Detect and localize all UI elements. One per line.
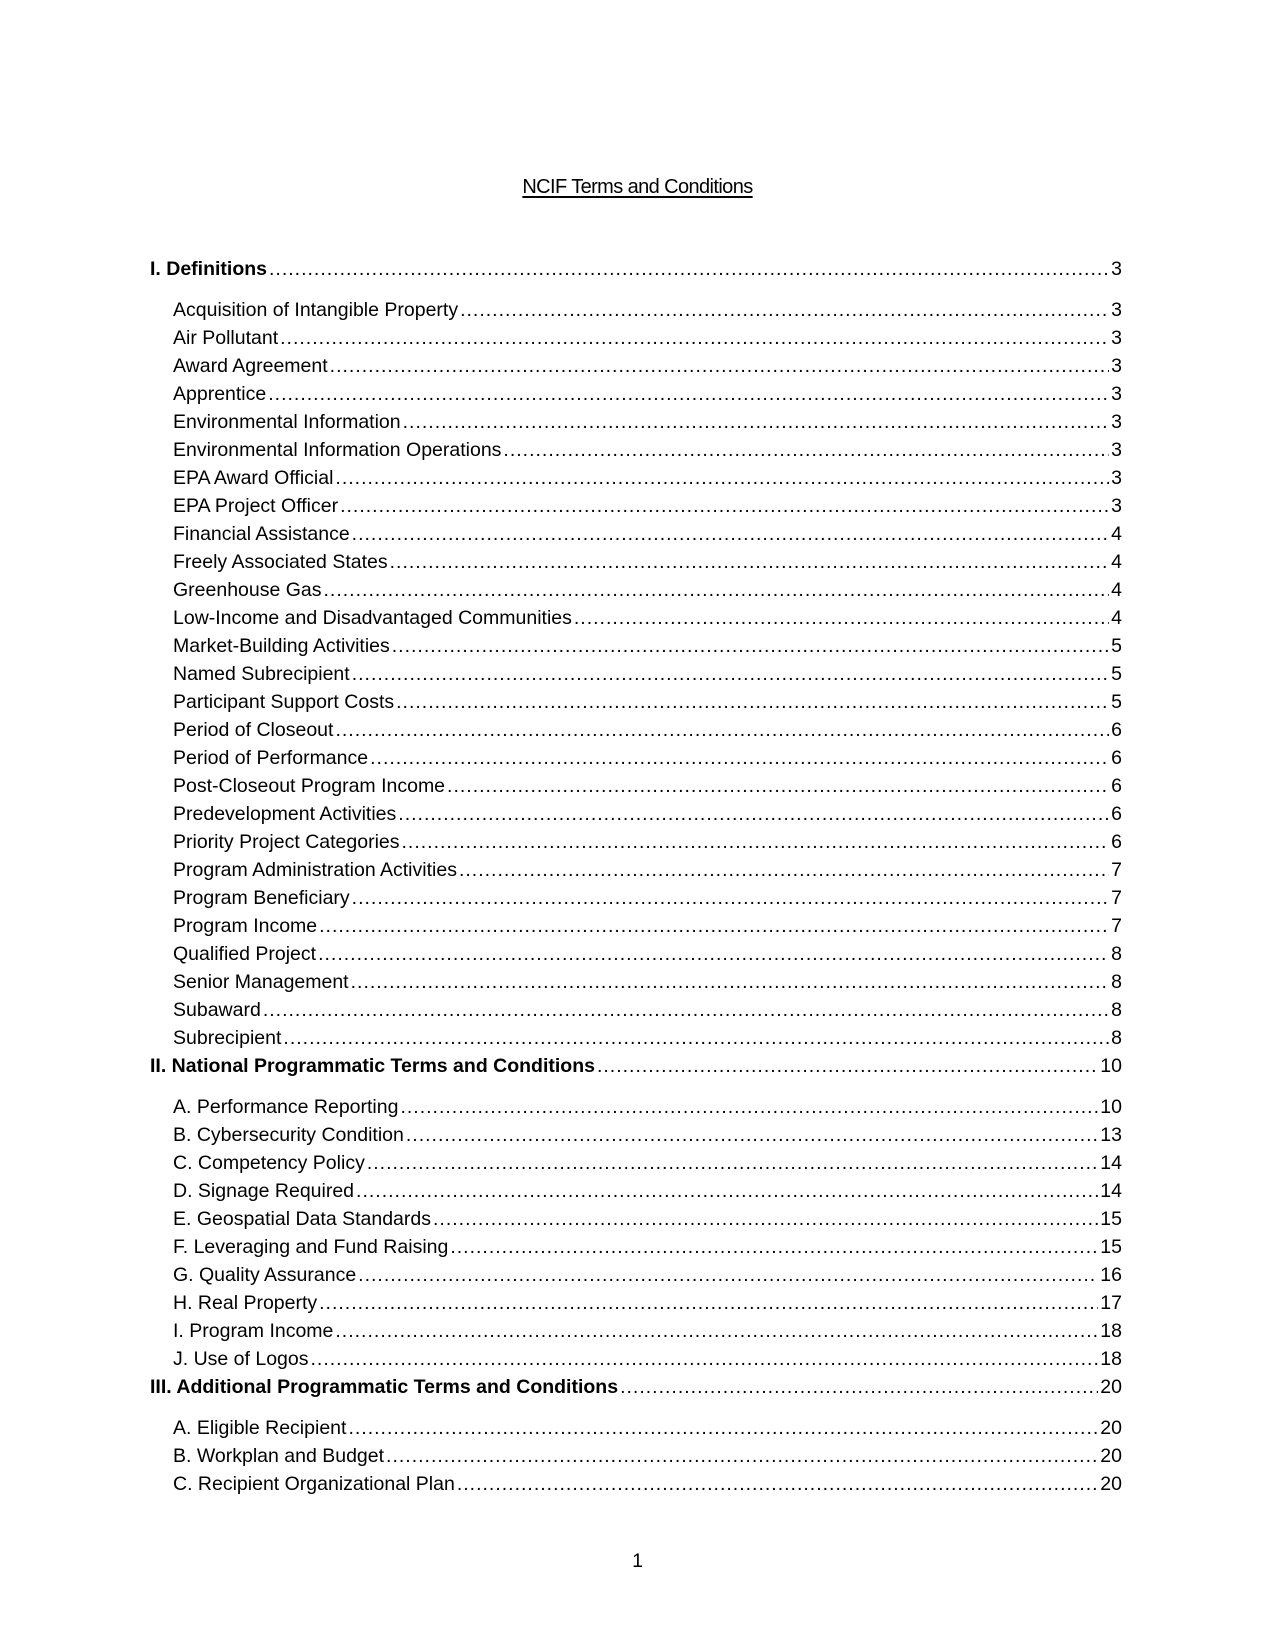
toc-leader-dots xyxy=(358,1264,1098,1287)
toc-item-page: 3 xyxy=(1111,439,1122,461)
toc-item-label: Greenhouse Gas xyxy=(173,579,322,601)
toc-leader-dots xyxy=(370,747,1109,770)
toc-item-entry[interactable] xyxy=(150,411,1122,439)
toc-item-entry[interactable] xyxy=(150,691,1122,719)
toc-section-page: 10 xyxy=(1100,1055,1122,1077)
toc-item-label: Period of Performance xyxy=(173,747,369,769)
toc-item-page: 6 xyxy=(1111,803,1122,825)
toc-section-label: III. Additional Programmatic Terms and Conditions xyxy=(150,1376,619,1398)
toc-item-entry[interactable] xyxy=(150,887,1122,915)
table-of-contents xyxy=(150,258,1122,1501)
toc-item-label: Environmental Information Operations xyxy=(173,439,502,461)
toc-item-label: Financial Assistance xyxy=(173,523,350,545)
toc-item-label: Market-Building Activities xyxy=(173,635,390,657)
toc-item-label: F. Leveraging and Fund Raising xyxy=(173,1236,449,1258)
toc-item-page: 4 xyxy=(1111,607,1122,629)
toc-item-page: 6 xyxy=(1111,747,1122,769)
toc-leader-dots xyxy=(433,1208,1098,1231)
toc-item-label: C. Recipient Organizational Plan xyxy=(173,1473,455,1495)
toc-item-entry[interactable] xyxy=(150,1264,1122,1292)
toc-item-entry[interactable] xyxy=(150,607,1122,635)
toc-leader-dots xyxy=(280,327,1109,350)
toc-leader-dots xyxy=(403,411,1110,434)
toc-item-page: 3 xyxy=(1111,467,1122,489)
toc-item-entry[interactable] xyxy=(150,299,1122,327)
toc-item-label: Low-Income and Disadvantaged Communities xyxy=(173,607,572,629)
toc-leader-dots xyxy=(620,1376,1098,1399)
toc-item-entry[interactable] xyxy=(150,803,1122,831)
toc-item-entry[interactable] xyxy=(150,1348,1122,1376)
toc-leader-dots xyxy=(268,383,1109,406)
toc-leader-dots xyxy=(283,1027,1109,1050)
toc-item-page: 20 xyxy=(1100,1417,1122,1439)
toc-item-label: Apprentice xyxy=(173,383,267,405)
toc-item-page: 3 xyxy=(1111,327,1122,349)
toc-item-entry[interactable] xyxy=(150,579,1122,607)
toc-item-page: 14 xyxy=(1100,1152,1122,1174)
toc-item-label: D. Signage Required xyxy=(173,1180,355,1202)
toc-item-entry[interactable] xyxy=(150,775,1122,803)
toc-item-page: 8 xyxy=(1111,971,1122,993)
toc-item-page: 7 xyxy=(1111,859,1122,881)
toc-section-label: II. National Programmatic Terms and Conditions xyxy=(150,1055,595,1077)
toc-item-page: 5 xyxy=(1111,635,1122,657)
toc-item-label: Award Agreement xyxy=(173,355,328,377)
toc-item-label: Predevelopment Activities xyxy=(173,803,397,825)
toc-leader-dots xyxy=(386,1445,1098,1468)
toc-item-entry[interactable] xyxy=(150,719,1122,747)
toc-item-entry[interactable] xyxy=(150,495,1122,523)
toc-item-entry[interactable] xyxy=(150,747,1122,775)
toc-item-entry[interactable] xyxy=(150,663,1122,691)
toc-leader-dots xyxy=(330,355,1109,378)
toc-item-label: C. Competency Policy xyxy=(173,1152,365,1174)
toc-item-page: 4 xyxy=(1111,579,1122,601)
toc-item-page: 10 xyxy=(1100,1096,1122,1118)
toc-leader-dots xyxy=(400,1096,1098,1119)
toc-item-label: Named Subrecipient xyxy=(173,663,350,685)
toc-item-page: 6 xyxy=(1111,831,1122,853)
toc-item-page: 8 xyxy=(1111,943,1122,965)
toc-item-page: 18 xyxy=(1100,1320,1122,1342)
toc-item-page: 17 xyxy=(1100,1292,1122,1314)
toc-item-page: 5 xyxy=(1111,691,1122,713)
toc-item-page: 7 xyxy=(1111,915,1122,937)
toc-leader-dots xyxy=(335,719,1109,742)
toc-section-label: I. Definitions xyxy=(150,258,267,280)
toc-item-entry[interactable] xyxy=(150,999,1122,1027)
toc-item-entry[interactable] xyxy=(150,1445,1122,1473)
toc-section-entry[interactable] xyxy=(150,1376,1122,1404)
toc-leader-dots xyxy=(356,1180,1098,1203)
toc-item-label: Senior Management xyxy=(173,971,349,993)
toc-item-entry[interactable] xyxy=(150,1180,1122,1208)
toc-item-page: 8 xyxy=(1111,1027,1122,1049)
toc-item-entry[interactable] xyxy=(150,551,1122,579)
toc-item-entry[interactable] xyxy=(150,943,1122,971)
toc-item-label: Participant Support Costs xyxy=(173,691,395,713)
toc-item-label: Subrecipient xyxy=(173,1027,282,1049)
toc-leader-dots xyxy=(460,299,1109,322)
toc-leader-dots xyxy=(335,1320,1098,1343)
toc-item-page: 16 xyxy=(1100,1264,1122,1286)
toc-item-page: 3 xyxy=(1111,355,1122,377)
toc-item-label: B. Cybersecurity Condition xyxy=(173,1124,404,1146)
toc-item-page: 6 xyxy=(1111,719,1122,741)
toc-item-page: 3 xyxy=(1111,299,1122,321)
toc-leader-dots xyxy=(447,775,1109,798)
toc-item-page: 18 xyxy=(1100,1348,1122,1370)
toc-leader-dots xyxy=(503,439,1109,462)
toc-item-page: 6 xyxy=(1111,775,1122,797)
toc-leader-dots xyxy=(319,915,1109,938)
toc-leader-dots xyxy=(318,943,1109,966)
toc-item-label: Post-Closeout Program Income xyxy=(173,775,446,797)
toc-item-label: Freely Associated States xyxy=(173,551,388,573)
toc-item-entry[interactable] xyxy=(150,1473,1122,1501)
toc-item-label: Period of Closeout xyxy=(173,719,334,741)
toc-item-entry[interactable] xyxy=(150,439,1122,467)
toc-leader-dots xyxy=(335,467,1109,490)
toc-item-entry[interactable] xyxy=(150,355,1122,383)
toc-item-page: 5 xyxy=(1111,663,1122,685)
toc-item-entry[interactable] xyxy=(150,971,1122,999)
toc-item-label: Air Pollutant xyxy=(173,327,279,349)
toc-item-page: 20 xyxy=(1100,1473,1122,1495)
toc-leader-dots xyxy=(459,859,1109,882)
toc-item-entry[interactable] xyxy=(150,635,1122,663)
toc-item-label: J. Use of Logos xyxy=(173,1348,309,1370)
toc-item-entry[interactable] xyxy=(150,1096,1122,1124)
toc-item-page: 15 xyxy=(1100,1208,1122,1230)
toc-item-page: 13 xyxy=(1100,1124,1122,1146)
toc-item-label: A. Performance Reporting xyxy=(173,1096,399,1118)
toc-item-label: I. Program Income xyxy=(173,1320,334,1342)
toc-section-entry[interactable] xyxy=(150,1055,1122,1083)
toc-leader-dots xyxy=(450,1236,1098,1259)
toc-section-entry[interactable] xyxy=(150,258,1122,286)
toc-leader-dots xyxy=(402,831,1110,854)
toc-item-page: 3 xyxy=(1111,495,1122,517)
toc-item-page: 4 xyxy=(1111,551,1122,573)
toc-leader-dots xyxy=(398,803,1109,826)
toc-leader-dots xyxy=(340,495,1109,518)
toc-item-label: A. Eligible Recipient xyxy=(173,1417,347,1439)
page-number: 1 xyxy=(632,1550,643,1572)
toc-item-entry[interactable] xyxy=(150,467,1122,495)
toc-item-entry[interactable] xyxy=(150,1320,1122,1348)
toc-item-entry[interactable] xyxy=(150,1124,1122,1152)
toc-leader-dots xyxy=(263,999,1109,1022)
toc-item-entry[interactable] xyxy=(150,1208,1122,1236)
toc-item-label: Priority Project Categories xyxy=(173,831,400,853)
toc-item-entry[interactable] xyxy=(150,383,1122,411)
toc-leader-dots xyxy=(367,1152,1098,1175)
toc-item-page: 8 xyxy=(1111,999,1122,1021)
toc-item-entry[interactable] xyxy=(150,831,1122,859)
toc-leader-dots xyxy=(319,1292,1098,1315)
toc-leader-dots xyxy=(352,663,1109,686)
toc-item-page: 14 xyxy=(1100,1180,1122,1202)
toc-leader-dots xyxy=(597,1055,1098,1078)
toc-leader-dots xyxy=(324,579,1110,602)
toc-item-label: Environmental Information xyxy=(173,411,401,433)
toc-item-entry[interactable] xyxy=(150,1292,1122,1320)
toc-item-page: 3 xyxy=(1111,411,1122,433)
toc-section-page: 3 xyxy=(1111,258,1122,280)
toc-item-entry[interactable] xyxy=(150,1027,1122,1055)
toc-leader-dots xyxy=(392,635,1109,658)
toc-item-label: Qualified Project xyxy=(173,943,317,965)
toc-leader-dots xyxy=(396,691,1109,714)
toc-leader-dots xyxy=(574,607,1109,630)
toc-item-entry[interactable] xyxy=(150,327,1122,355)
document-title: NCIF Terms and Conditions xyxy=(522,176,753,198)
toc-item-label: E. Geospatial Data Standards xyxy=(173,1208,431,1230)
toc-item-label: EPA Award Official xyxy=(173,467,334,489)
toc-leader-dots xyxy=(351,971,1110,994)
toc-item-page: 4 xyxy=(1111,523,1122,545)
toc-item-label: EPA Project Officer xyxy=(173,495,339,517)
toc-leader-dots xyxy=(352,523,1109,546)
toc-item-page: 7 xyxy=(1111,887,1122,909)
toc-item-page: 20 xyxy=(1100,1445,1122,1467)
toc-leader-dots xyxy=(352,887,1109,910)
toc-item-label: Program Administration Activities xyxy=(173,859,457,881)
toc-item-entry[interactable] xyxy=(150,1417,1122,1445)
toc-item-entry[interactable] xyxy=(150,915,1122,943)
toc-leader-dots xyxy=(348,1417,1098,1440)
toc-leader-dots xyxy=(311,1348,1099,1371)
toc-item-label: Subaward xyxy=(173,999,261,1021)
toc-section-page: 20 xyxy=(1100,1376,1122,1398)
toc-leader-dots xyxy=(269,258,1109,281)
toc-item-label: Program Income xyxy=(173,915,318,937)
toc-item-label: Program Beneficiary xyxy=(173,887,350,909)
toc-item-entry[interactable] xyxy=(150,859,1122,887)
toc-item-entry[interactable] xyxy=(150,1152,1122,1180)
toc-item-entry[interactable] xyxy=(150,523,1122,551)
toc-item-page: 15 xyxy=(1100,1236,1122,1258)
toc-item-label: Acquisition of Intangible Property xyxy=(173,299,459,321)
toc-item-label: B. Workplan and Budget xyxy=(173,1445,385,1467)
toc-item-page: 3 xyxy=(1111,383,1122,405)
toc-item-label: H. Real Property xyxy=(173,1292,318,1314)
toc-leader-dots xyxy=(457,1473,1098,1496)
toc-item-entry[interactable] xyxy=(150,1236,1122,1264)
toc-item-label: G. Quality Assurance xyxy=(173,1264,357,1286)
toc-leader-dots xyxy=(406,1124,1098,1147)
toc-leader-dots xyxy=(390,551,1110,574)
